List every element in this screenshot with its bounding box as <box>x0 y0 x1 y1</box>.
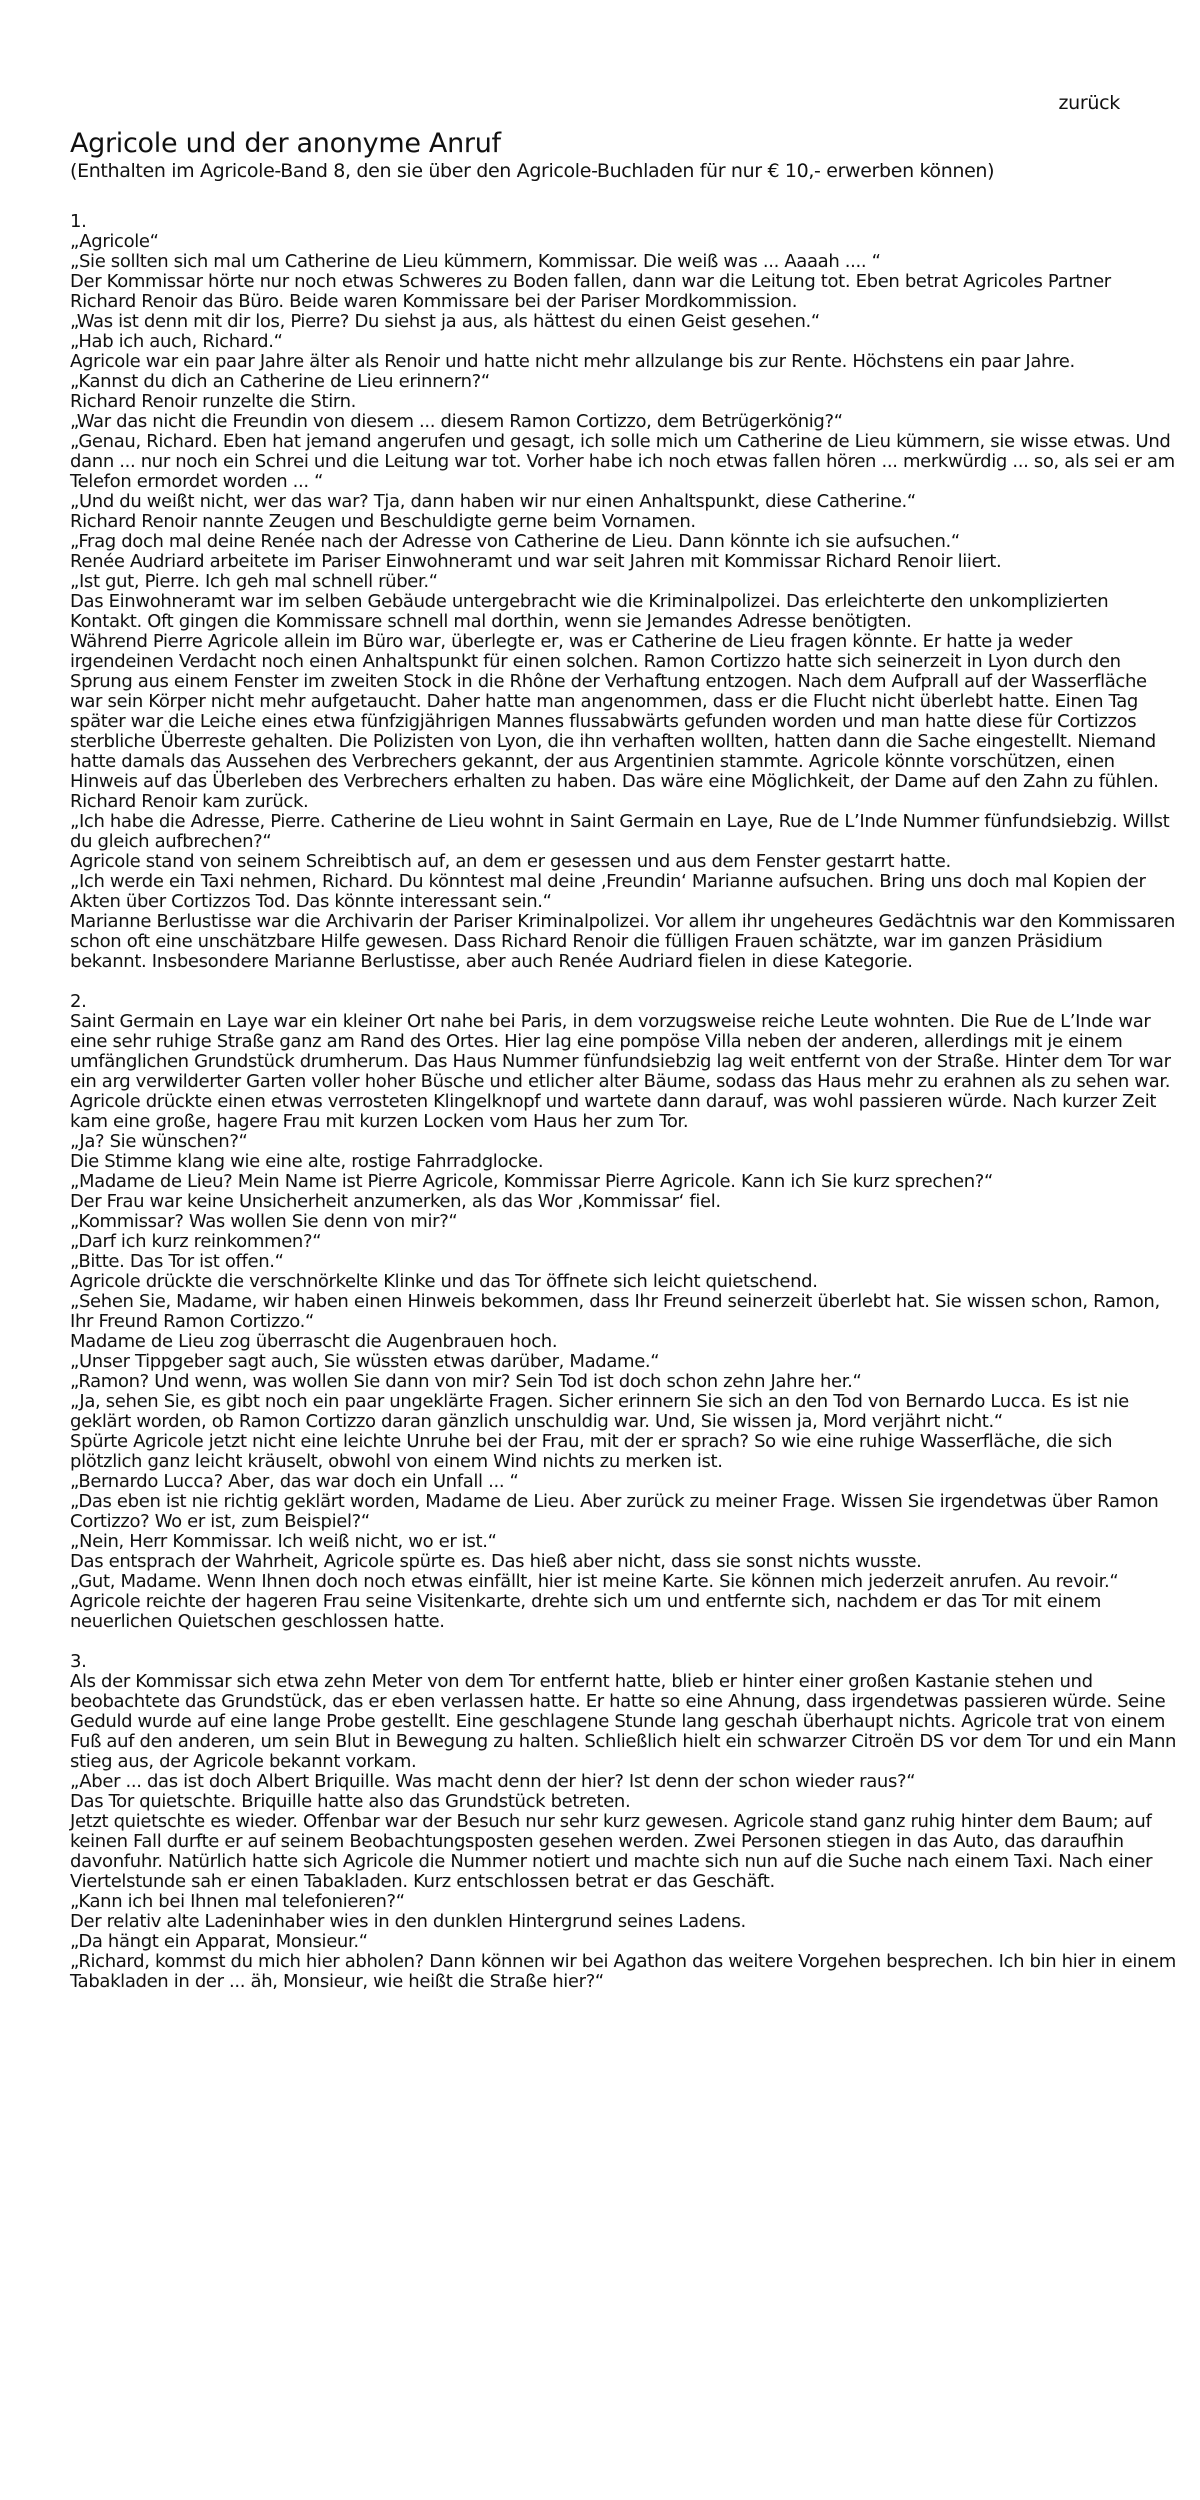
story-paragraph: „Madame de Lieu? Mein Name ist Pierre Agricole, Kommissar Pierre Agricole. Kann ich Sie kurz sprechen?“ <box>70 1171 993 1192</box>
story-paragraph: „Was ist denn mit dir los, Pierre? Du siehst ja aus, als hättest du einen Geist gesehen.“ <box>70 311 820 332</box>
story-paragraph: „Kommissar? Was wollen Sie denn von mir?“ <box>70 1211 458 1232</box>
story-paragraph: Während Pierre Agricole allein im Büro war, überlegte er, was er Catherine de Lieu fragen könnte. Er hatte ja weder irgendeinen Verdacht noch einen Anhaltspunkt für einen solchen. Ramon Cortizzo hatte sich seinerzeit in Lyon durch den Sprung aus einem Fenster im zweiten Stock in die Rhône der Verhaftung entzogen. Nach dem Aufprall auf der Wasserfläche war sein Körper nicht mehr aufgetaucht. Daher hatte man angenommen, dass er die Flucht nicht überlebt hatte. Einen Tag später war die Leiche eines etwa fünfzigjährigen Mannes flussabwärts gefunden worden und man hatte diese für Cortizzos sterbliche Überreste gehalten. Die Polizisten von Lyon, die ihn verhaften wollten, hatten dann die Sache eingestellt. Niemand hatte damals das Aussehen des Verbrechers gekannt, der aus Argentinien stammte. Agricole könnte vorschützen, einen Hinweis auf das Überleben des Verbrechers erhalten zu haben. Das wäre eine Möglichkeit, der Dame auf den Zahn zu fühlen. <box>70 631 1159 792</box>
story-paragraph: Agricole drückte die verschnörkelte Klinke und das Tor öffnete sich leicht quietschend. <box>70 1271 818 1292</box>
story-paragraph: „Aber ... das ist doch Albert Briquille. Was macht denn der hier? Ist denn der schon wieder raus?“ <box>70 1771 916 1792</box>
story-paragraph: „Unser Tippgeber sagt auch, Sie wüssten etwas darüber, Madame.“ <box>70 1351 660 1372</box>
story-paragraph: Agricole stand von seinem Schreibtisch auf, an dem er gesessen und aus dem Fenster gestarrt hatte. <box>70 851 951 872</box>
story-paragraph: „Ist gut, Pierre. Ich geh mal schnell rüber.“ <box>70 571 438 592</box>
section-number: 3. <box>70 1651 87 1672</box>
story-paragraph: Die Stimme klang wie eine alte, rostige Fahrradglocke. <box>70 1151 544 1172</box>
story-section <box>70 1652 1180 1992</box>
story-paragraph: Jetzt quietschte es wieder. Offenbar war der Besuch nur sehr kurz gewesen. Agricole stand ganz ruhig hinter dem Baum; auf keinen Fall durfte er auf seinem Beobachtungsposten gesehen werden. Zwei Personen stiegen in das Auto, das daraufhin davonfuhr. Natürlich hatte sich Agricole die Nummer notiert und machte sich nun auf die Suche nach einem Taxi. Nach einer Viertelstunde sah er einen Tabakladen. Kurz entschlossen betrat er das Geschäft. <box>70 1811 1153 1892</box>
story-paragraph: Der relativ alte Ladeninhaber wies in den dunklen Hintergrund seines Ladens. <box>70 1911 746 1932</box>
story-content <box>70 212 1180 2012</box>
story-paragraph: „Ich werde ein Taxi nehmen, Richard. Du könntest mal deine ‚Freundin‘ Marianne aufsuchen. Bring uns doch mal Kopien der Akten über Cortizzos Tod. Das könnte interessant sein.“ <box>70 871 1146 912</box>
story-paragraph: Als der Kommissar sich etwa zehn Meter von dem Tor entfernt hatte, blieb er hinter einer großen Kastanie stehen und beobachtete das Grundstück, das er eben verlassen hatte. Er hatte so eine Ahnung, dass irgendetwas passieren würde. Seine Geduld wurde auf eine lange Probe gestellt. Eine geschlagene Stunde lang geschah überhaupt nichts. Agricole trat von einem Fuß auf den anderen, um sein Blut in Bewegung zu halten. Schließlich hielt ein schwarzer Citroën DS vor dem Tor und ein Mann stieg aus, der Agricole bekannt vorkam. <box>70 1671 1177 1772</box>
story-paragraph: Das Einwohneramt war im selben Gebäude untergebracht wie die Kriminalpolizei. Das erleichterte den unkomplizierten Kontakt. Oft gingen die Kommissare schnell mal dorthin, wenn sie Jemandes Adresse benötigten. <box>70 591 1109 632</box>
story-paragraph: Das Tor quietschte. Briquille hatte also das Grundstück betreten. <box>70 1791 631 1812</box>
story-title: Agricole und der anonyme Anruf <box>70 128 501 159</box>
story-paragraph: „Agricole“ <box>70 231 159 252</box>
story-paragraph: Der Kommissar hörte nur noch etwas Schweres zu Boden fallen, dann war die Leitung tot. Eben betrat Agricoles Partner Richard Renoir das Büro. Beide waren Kommissare bei der Pariser Mordkommission. <box>70 271 1111 312</box>
story-paragraph: Der Frau war keine Unsicherheit anzumerken, als das Wor ‚Kommissar‘ fiel. <box>70 1191 721 1212</box>
story-paragraph: „Bernardo Lucca? Aber, das war doch ein Unfall ... “ <box>70 1471 519 1492</box>
story-paragraph: „Richard, kommst du mich hier abholen? Dann können wir bei Agathon das weitere Vorgehen besprechen. Ich bin hier in einem Tabakladen in der ... äh, Monsieur, wie heißt die Straße hier?“ <box>70 1951 1176 1992</box>
story-paragraph: Spürte Agricole jetzt nicht eine leichte Unruhe bei der Frau, mit der er sprach? So wie eine ruhige Wasserfläche, die sich plötzlich ganz leicht kräuselt, obwohl von einem Wind nichts zu merken ist. <box>70 1431 1113 1472</box>
story-paragraph: „Kannst du dich an Catherine de Lieu erinnern?“ <box>70 371 490 392</box>
story-paragraph: „Sehen Sie, Madame, wir haben einen Hinweis bekommen, dass Ihr Freund seinerzeit überlebt hat. Sie wissen schon, Ramon, Ihr Freund Ramon Cortizzo.“ <box>70 1291 1160 1332</box>
back-link[interactable]: zurück <box>1058 92 1120 114</box>
story-paragraph: Richard Renoir runzelte die Stirn. <box>70 391 357 412</box>
story-section <box>70 212 1180 972</box>
story-paragraph: Renée Audriard arbeitete im Pariser Einwohneramt und war seit Jahren mit Kommissar Richard Renoir liiert. <box>70 551 1002 572</box>
story-paragraph: Saint Germain en Laye war ein kleiner Ort nahe bei Paris, in dem vorzugsweise reiche Leute wohnten. Die Rue de L’Inde war eine sehr ruhige Straße ganz am Rand des Ortes. Hier lag eine pompöse Villa neben der anderen, allerdings mit je einem umfänglichen Grundstück drumherum. Das Haus Nummer fünfundsiebzig lag weit entfernt von der Straße. Hinter dem Tor war ein arg verwilderter Garten voller hoher Büsche und etlicher alter Bäume, sodass das Haus mehr zu erahnen als zu sehen war. Agricole drückte einen etwas verrosteten Klingelknopf und wartete dann darauf, was wohl passieren würde. Nach kurzer Zeit kam eine große, hagere Frau mit kurzen Locken vom Haus her zum Tor. <box>70 1011 1171 1132</box>
story-section <box>70 992 1180 1632</box>
story-paragraph: Marianne Berlustisse war die Archivarin der Pariser Kriminalpolizei. Vor allem ihr ungeheures Gedächtnis war den Kommissaren schon oft eine unschätzbare Hilfe gewesen. Dass Richard Renoir die fülligen Frauen schätzte, war im ganzen Präsidium bekannt. Insbesondere Marianne Berlustisse, aber auch Renée Audriard fielen in diese Kategorie. <box>70 911 1176 972</box>
story-paragraph: „War das nicht die Freundin von diesem ... diesem Ramon Cortizzo, dem Betrügerkönig?“ <box>70 411 843 432</box>
story-paragraph: „Das eben ist nie richtig geklärt worden, Madame de Lieu. Aber zurück zu meiner Frage. Wissen Sie irgendetwas über Ramon Cortizzo? Wo er ist, zum Beispiel?“ <box>70 1491 1159 1532</box>
section-number: 1. <box>70 211 87 232</box>
story-paragraph: „Bitte. Das Tor ist offen.“ <box>70 1251 284 1272</box>
story-paragraph: „Genau, Richard. Eben hat jemand angerufen und gesagt, ich solle mich um Catherine de Lieu kümmern, sie wisse etwas. Und dann ... nur noch ein Schrei und die Leitung war tot. Vorher habe ich noch etwas fallen hören ... merkwürdig ... so, als sei er am Telefon ermordet worden ... “ <box>70 431 1175 492</box>
story-paragraph: „Ramon? Und wenn, was wollen Sie dann von mir? Sein Tod ist doch schon zehn Jahre her.“ <box>70 1371 862 1392</box>
story-paragraph: „Ja, sehen Sie, es gibt noch ein paar ungeklärte Fragen. Sicher erinnern Sie sich an den Tod von Bernardo Lucca. Es ist nie geklärt worden, ob Ramon Cortizzo daran gänzlich unschuldig war. Und, Sie wissen ja, Mord verjährt nicht.“ <box>70 1391 1129 1432</box>
story-subtitle: (Enthalten im Agricole-Band 8, den sie über den Agricole-Buchladen für nur € 10,- erwerben können) <box>70 160 995 182</box>
story-paragraph: „Darf ich kurz reinkommen?“ <box>70 1231 322 1252</box>
story-paragraph: „Da hängt ein Apparat, Monsieur.“ <box>70 1931 368 1952</box>
story-paragraph: „Ja? Sie wünschen?“ <box>70 1131 248 1152</box>
story-paragraph: Richard Renoir kam zurück. <box>70 791 309 812</box>
section-number: 2. <box>70 991 87 1012</box>
story-paragraph: „Hab ich auch, Richard.“ <box>70 331 283 352</box>
story-paragraph: Richard Renoir nannte Zeugen und Beschuldigte gerne beim Vornamen. <box>70 511 696 532</box>
story-paragraph: Das entsprach der Wahrheit, Agricole spürte es. Das hieß aber nicht, dass sie sonst nichts wusste. <box>70 1551 922 1572</box>
story-paragraph: Madame de Lieu zog überrascht die Augenbrauen hoch. <box>70 1331 558 1352</box>
story-paragraph: „Sie sollten sich mal um Catherine de Lieu kümmern, Kommissar. Die weiß was ... Aaaah .... “ <box>70 251 881 272</box>
story-paragraph: „Nein, Herr Kommissar. Ich weiß nicht, wo er ist.“ <box>70 1531 497 1552</box>
story-paragraph: „Gut, Madame. Wenn Ihnen doch noch etwas einfällt, hier ist meine Karte. Sie können mich jederzeit anrufen. Au revoir.“ <box>70 1571 1119 1592</box>
story-paragraph: „Ich habe die Adresse, Pierre. Catherine de Lieu wohnt in Saint Germain en Laye, Rue de L’Inde Nummer fünfundsiebzig. Willst du gleich aufbrechen?“ <box>70 811 1170 852</box>
story-paragraph: „Frag doch mal deine Renée nach der Adresse von Catherine de Lieu. Dann könnte ich sie aufsuchen.“ <box>70 531 960 552</box>
story-paragraph: Agricole reichte der hageren Frau seine Visitenkarte, drehte sich um und entfernte sich, nachdem er das Tor mit einem neuerlichen Quietschen geschlossen hatte. <box>70 1591 1102 1632</box>
story-paragraph: „Kann ich bei Ihnen mal telefonieren?“ <box>70 1891 405 1912</box>
story-paragraph: „Und du weißt nicht, wer das war? Tja, dann haben wir nur einen Anhaltspunkt, diese Catherine.“ <box>70 491 916 512</box>
story-paragraph: Agricole war ein paar Jahre älter als Renoir und hatte nicht mehr allzulange bis zur Rente. Höchstens ein paar Jahre. <box>70 351 1075 372</box>
